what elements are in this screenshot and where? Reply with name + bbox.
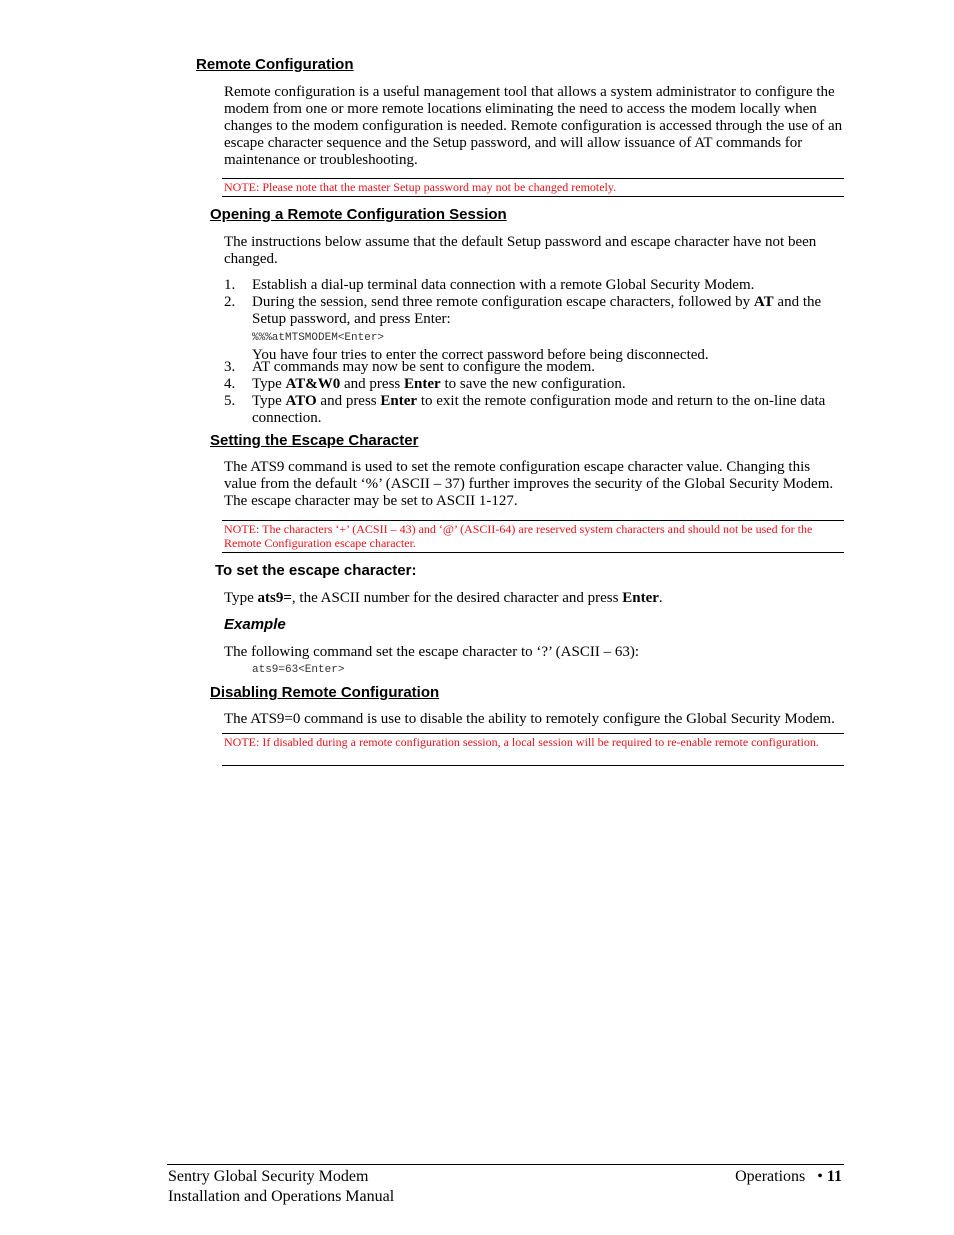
code-password-entry: %%%atMTSMODEM<Enter> bbox=[252, 332, 385, 344]
heading-disabling: Disabling Remote Configuration bbox=[210, 684, 440, 701]
list-number: 1. bbox=[224, 277, 236, 293]
heading-opening-session: Opening a Remote Configuration Session bbox=[210, 206, 507, 223]
list-text: Type ATO and press Enter to exit the remote configuration mode and return to the on-line data connection. bbox=[252, 393, 826, 426]
page-number: 11 bbox=[826, 1168, 842, 1185]
code-example: ats9=63<Enter> bbox=[252, 664, 345, 676]
paragraph-example: The following command set the escape character to ‘?’ (ASCII – 63): bbox=[224, 644, 639, 660]
list-number: 2. bbox=[224, 294, 236, 310]
heading-example: Example bbox=[224, 616, 286, 633]
footer-subtitle: Installation and Operations Manual bbox=[168, 1188, 395, 1205]
footer-section: Operations bbox=[735, 1168, 806, 1185]
paragraph-remote-configuration: Remote configuration is a useful management tool that allows a system administrator to configure the modem from one or more remote locations eliminating the need to access the modem locally when changes to the modem configuration is needed. Remote configuration is accessed through the use of an escape character sequence and the Setup password, and will allow issuance of AT commands for maintenance or troubleshooting. bbox=[224, 84, 843, 168]
list-text: During the session, send three remote configuration escape characters, followed by AT and the Setup password, and press Enter: %%%atMTSMODEM<Enter> You have four tries to enter the correct password before being disconnected. bbox=[252, 294, 822, 363]
list-number: 4. bbox=[224, 376, 236, 392]
note-master-password: NOTE: Please note that the master Setup password may not be changed remotely. bbox=[222, 178, 844, 197]
list-number: 5. bbox=[224, 393, 236, 409]
list-text: AT commands may now be sent to configure the modem. bbox=[252, 359, 595, 375]
list-number: 3. bbox=[224, 359, 236, 375]
paragraph-setting-escape: The ATS9 command is used to set the remote configuration escape character value. Changing this value from the default ‘%’ (ASCII – 37) further improves the security of the Global Security Modem. The escape character may be set to ASCII 1-127. bbox=[224, 459, 834, 509]
heading-to-set-escape: To set the escape character: bbox=[215, 562, 417, 579]
list-text: Type AT&W0 and press Enter to save the new configuration. bbox=[252, 376, 626, 392]
paragraph-to-set-escape: Type ats9=, the ASCII number for the desired character and press Enter. bbox=[224, 590, 663, 606]
heading-remote-configuration: Remote Configuration bbox=[196, 56, 354, 73]
footer-bullet: • bbox=[817, 1168, 823, 1185]
list-text: Establish a dial-up terminal data connection with a remote Global Security Modem. bbox=[252, 277, 755, 293]
paragraph-disabling: The ATS9=0 command is use to disable the ability to remotely configure the Global Security Modem. bbox=[224, 711, 835, 727]
footer-title: Sentry Global Security Modem bbox=[168, 1168, 369, 1185]
note-disabled-session: NOTE: If disabled during a remote configuration session, a local session will be required to re-enable remote configuration. bbox=[222, 733, 844, 766]
footer-rule bbox=[167, 1164, 844, 1165]
paragraph-opening-session: The instructions below assume that the default Setup password and escape character have not been changed. bbox=[224, 234, 817, 267]
footer-page-info bbox=[735, 1167, 842, 1187]
note-reserved-characters: NOTE: The characters ‘+’ (ACSII – 43) and ‘@’ (ASCII-64) are reserved system characters and should not be used for the Remote Configuration escape character. bbox=[222, 520, 844, 553]
heading-setting-escape: Setting the Escape Character bbox=[210, 432, 419, 449]
